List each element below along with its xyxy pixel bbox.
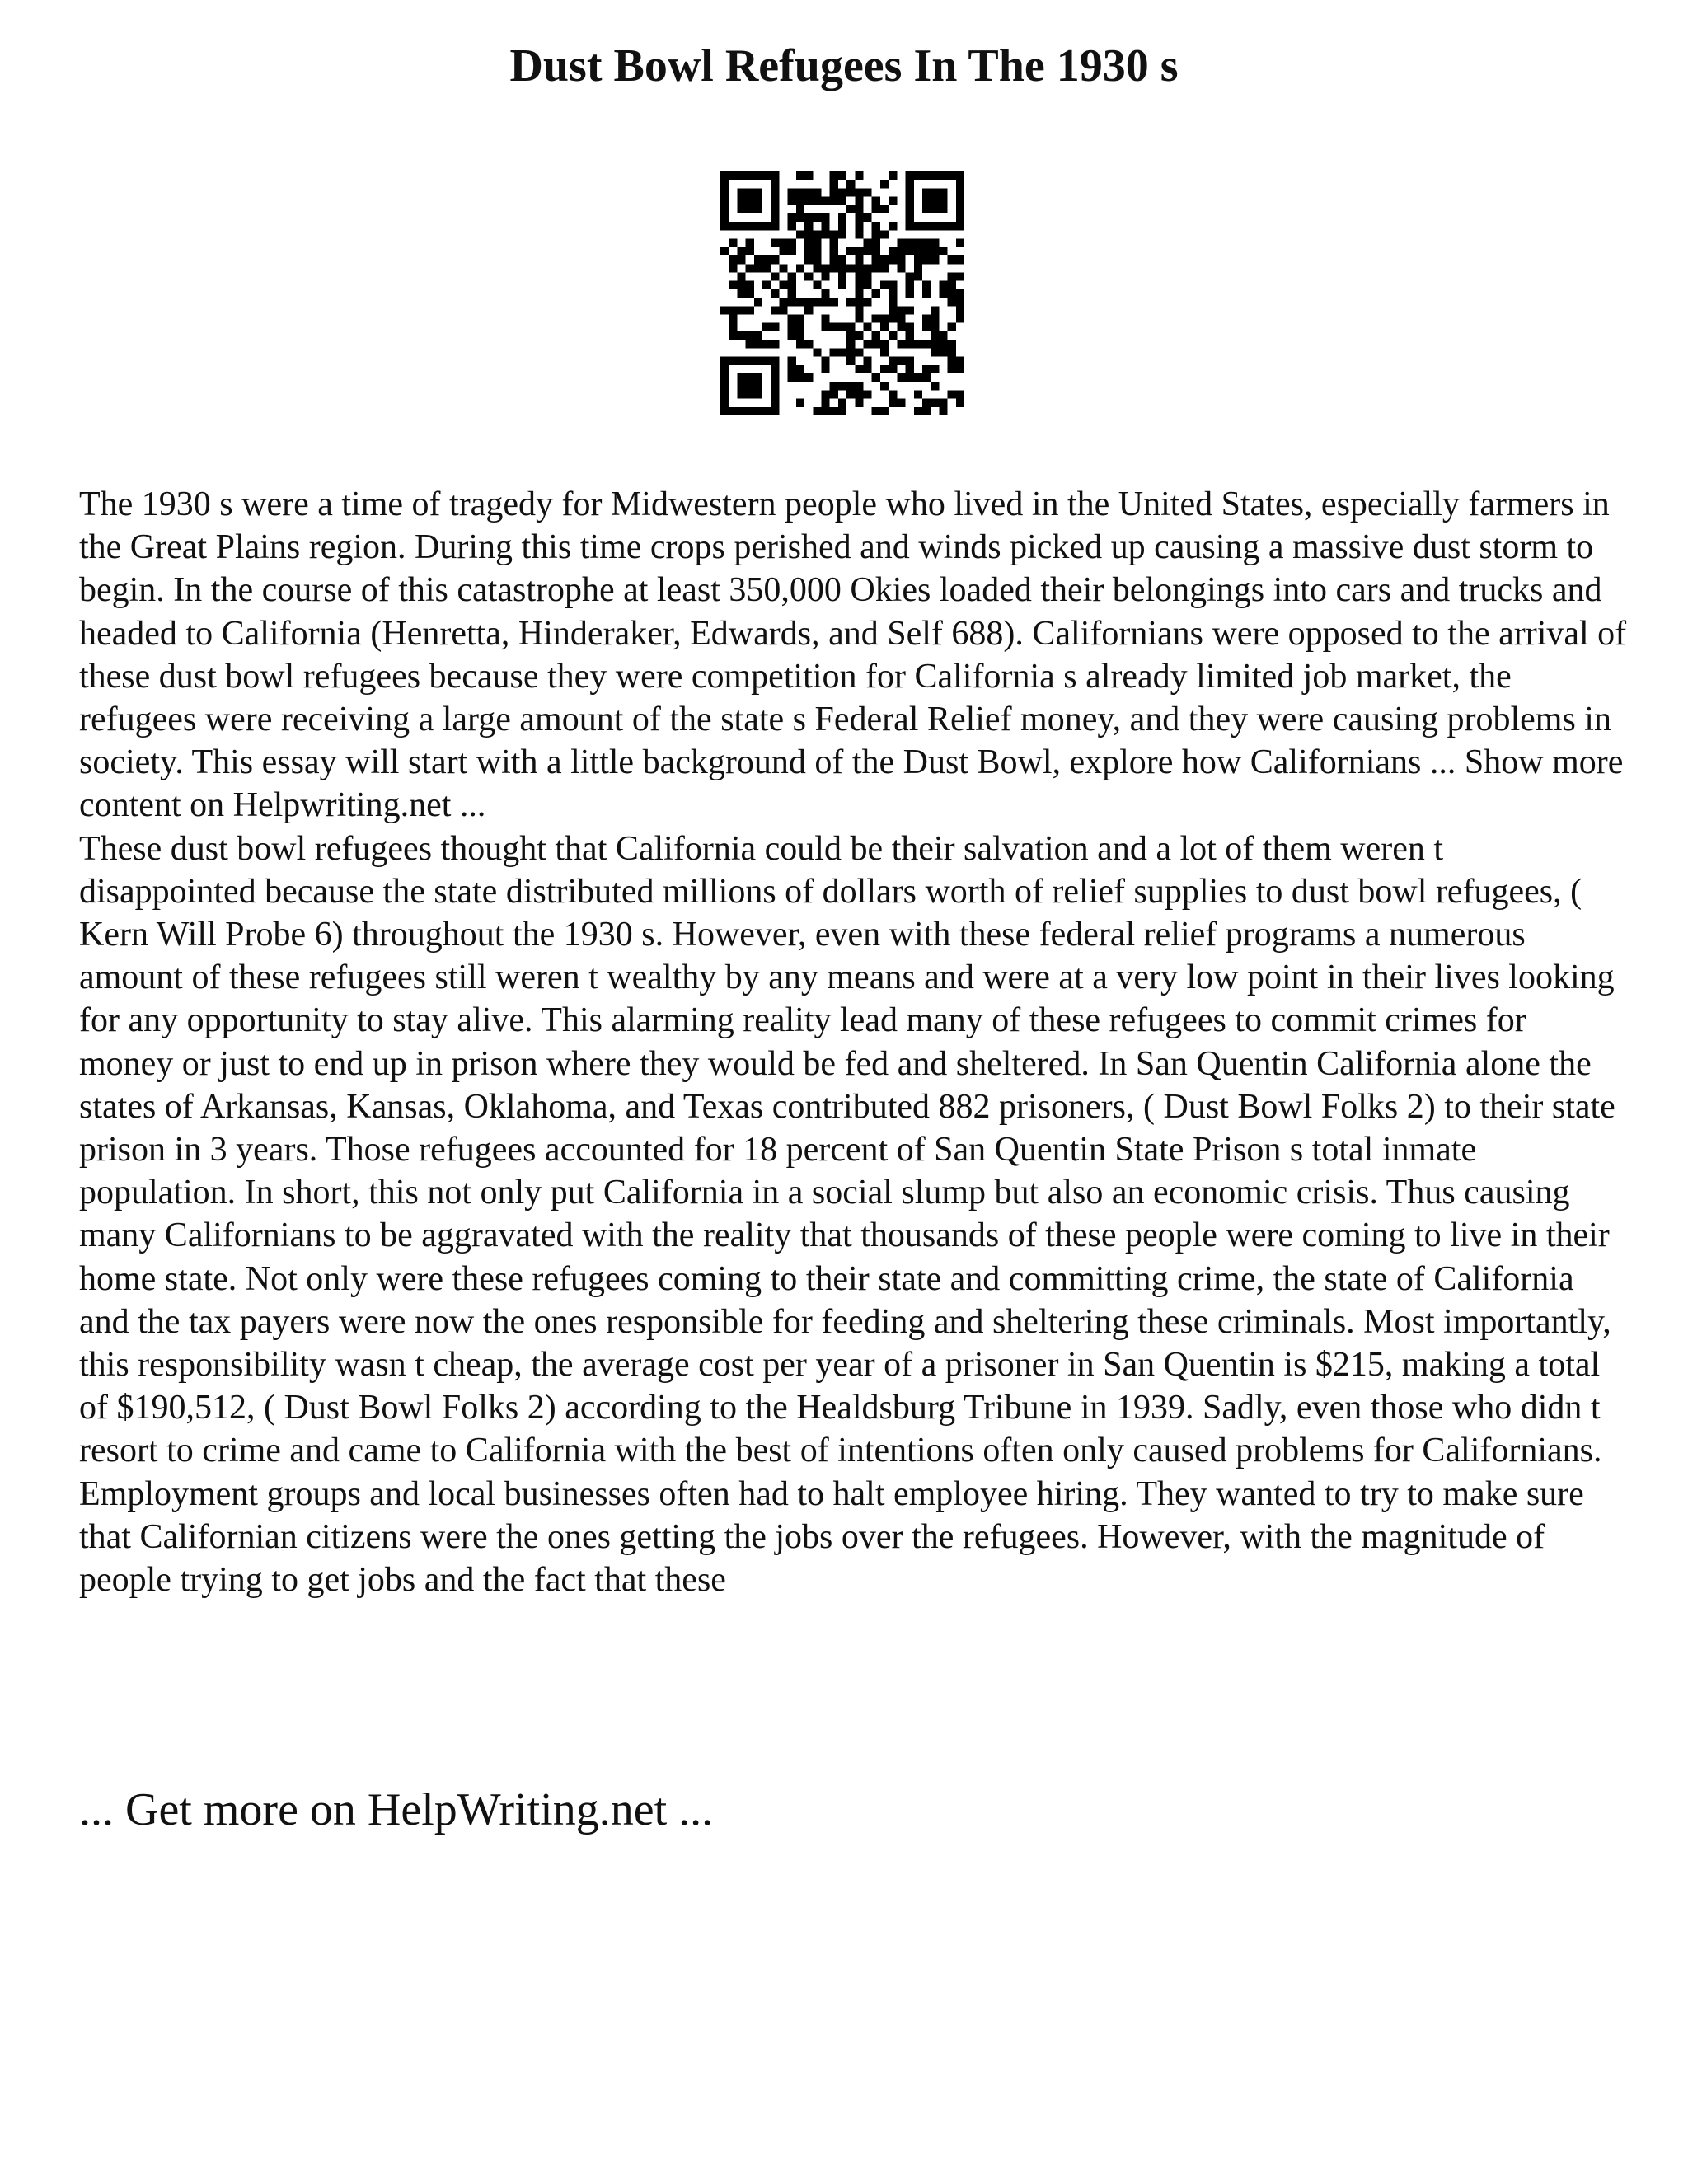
get-more-link[interactable]: ... Get more on HelpWriting.net ...	[79, 1784, 714, 1835]
qr-code-icon	[720, 171, 964, 415]
essay-body	[79, 483, 1629, 1601]
essay-paragraph-excerpt: These dust bowl refugees thought that California could be their salvation and a lot of them weren t disappointed because the state distributed millions of dollars worth of relief supplies to dust bowl refugees, ( Kern Will Probe 6) throughout the 1930 s. However, even with these federal relief programs a numerous amount of these refugees still weren t wealthy by any means and were at a very low point in their lives looking for any opportunity to stay alive. This alarming reality lead many of these refugees to commit crimes for money or just to end up in prison where they would be fed and sheltered. In San Quentin California alone the states of Arkansas, Kansas, Oklahoma, and Texas contributed 882 prisoners, ( Dust Bowl Folks 2) to their state prison in 3 years. Those refugees accounted for 18 percent of San Quentin State Prison s total inmate population. In short, this not only put California in a social slump but also an economic crisis. Thus causing many Californians to be aggravated with the reality that thousands of these people were coming to live in their home state. Not only were these refugees coming to their state and committing crime, the state of California and the tax payers were now the ones responsible for feeding and sheltering these criminals. Most importantly, this responsibility wasn t cheap, the average cost per year of a prisoner in San Quentin is $215, making a total of $190,512, ( Dust Bowl Folks 2) according to the Healdsburg Tribune in 1939. Sadly, even those who didn t resort to crime and came to California with the best of intentions often only caused problems for Californians. Employment groups and local businesses often had to halt employee hiring. They wanted to try to make sure that Californian citizens were the ones getting the jobs over the refugees. However, with the magnitude of people trying to get jobs and the fact that these	[79, 829, 1615, 1600]
essay-paragraph-intro: The 1930 s were a time of tragedy for Midwestern people who lived in the United States, especially farmers in the Great Plains region. During this time crops perished and winds picked up causing a massive dust storm to begin. In the course of this catastrophe at least 350,000 Okies loaded their belongings into cars and trucks and headed to California (Henretta, Hinderaker, Edwards, and Self 688). Californians were opposed to the arrival of these dust bowl refugees because they were competition for California s already limited job market, the refugees were receiving a large amount of the state s Federal Relief money, and they were causing problems in society. This essay will start with a little background of the Dust Bowl, explore how Californians ... Show more content on Helpwriting.net ...	[79, 485, 1627, 825]
page-title: Dust Bowl Refugees In The 1930 s	[509, 40, 1179, 91]
